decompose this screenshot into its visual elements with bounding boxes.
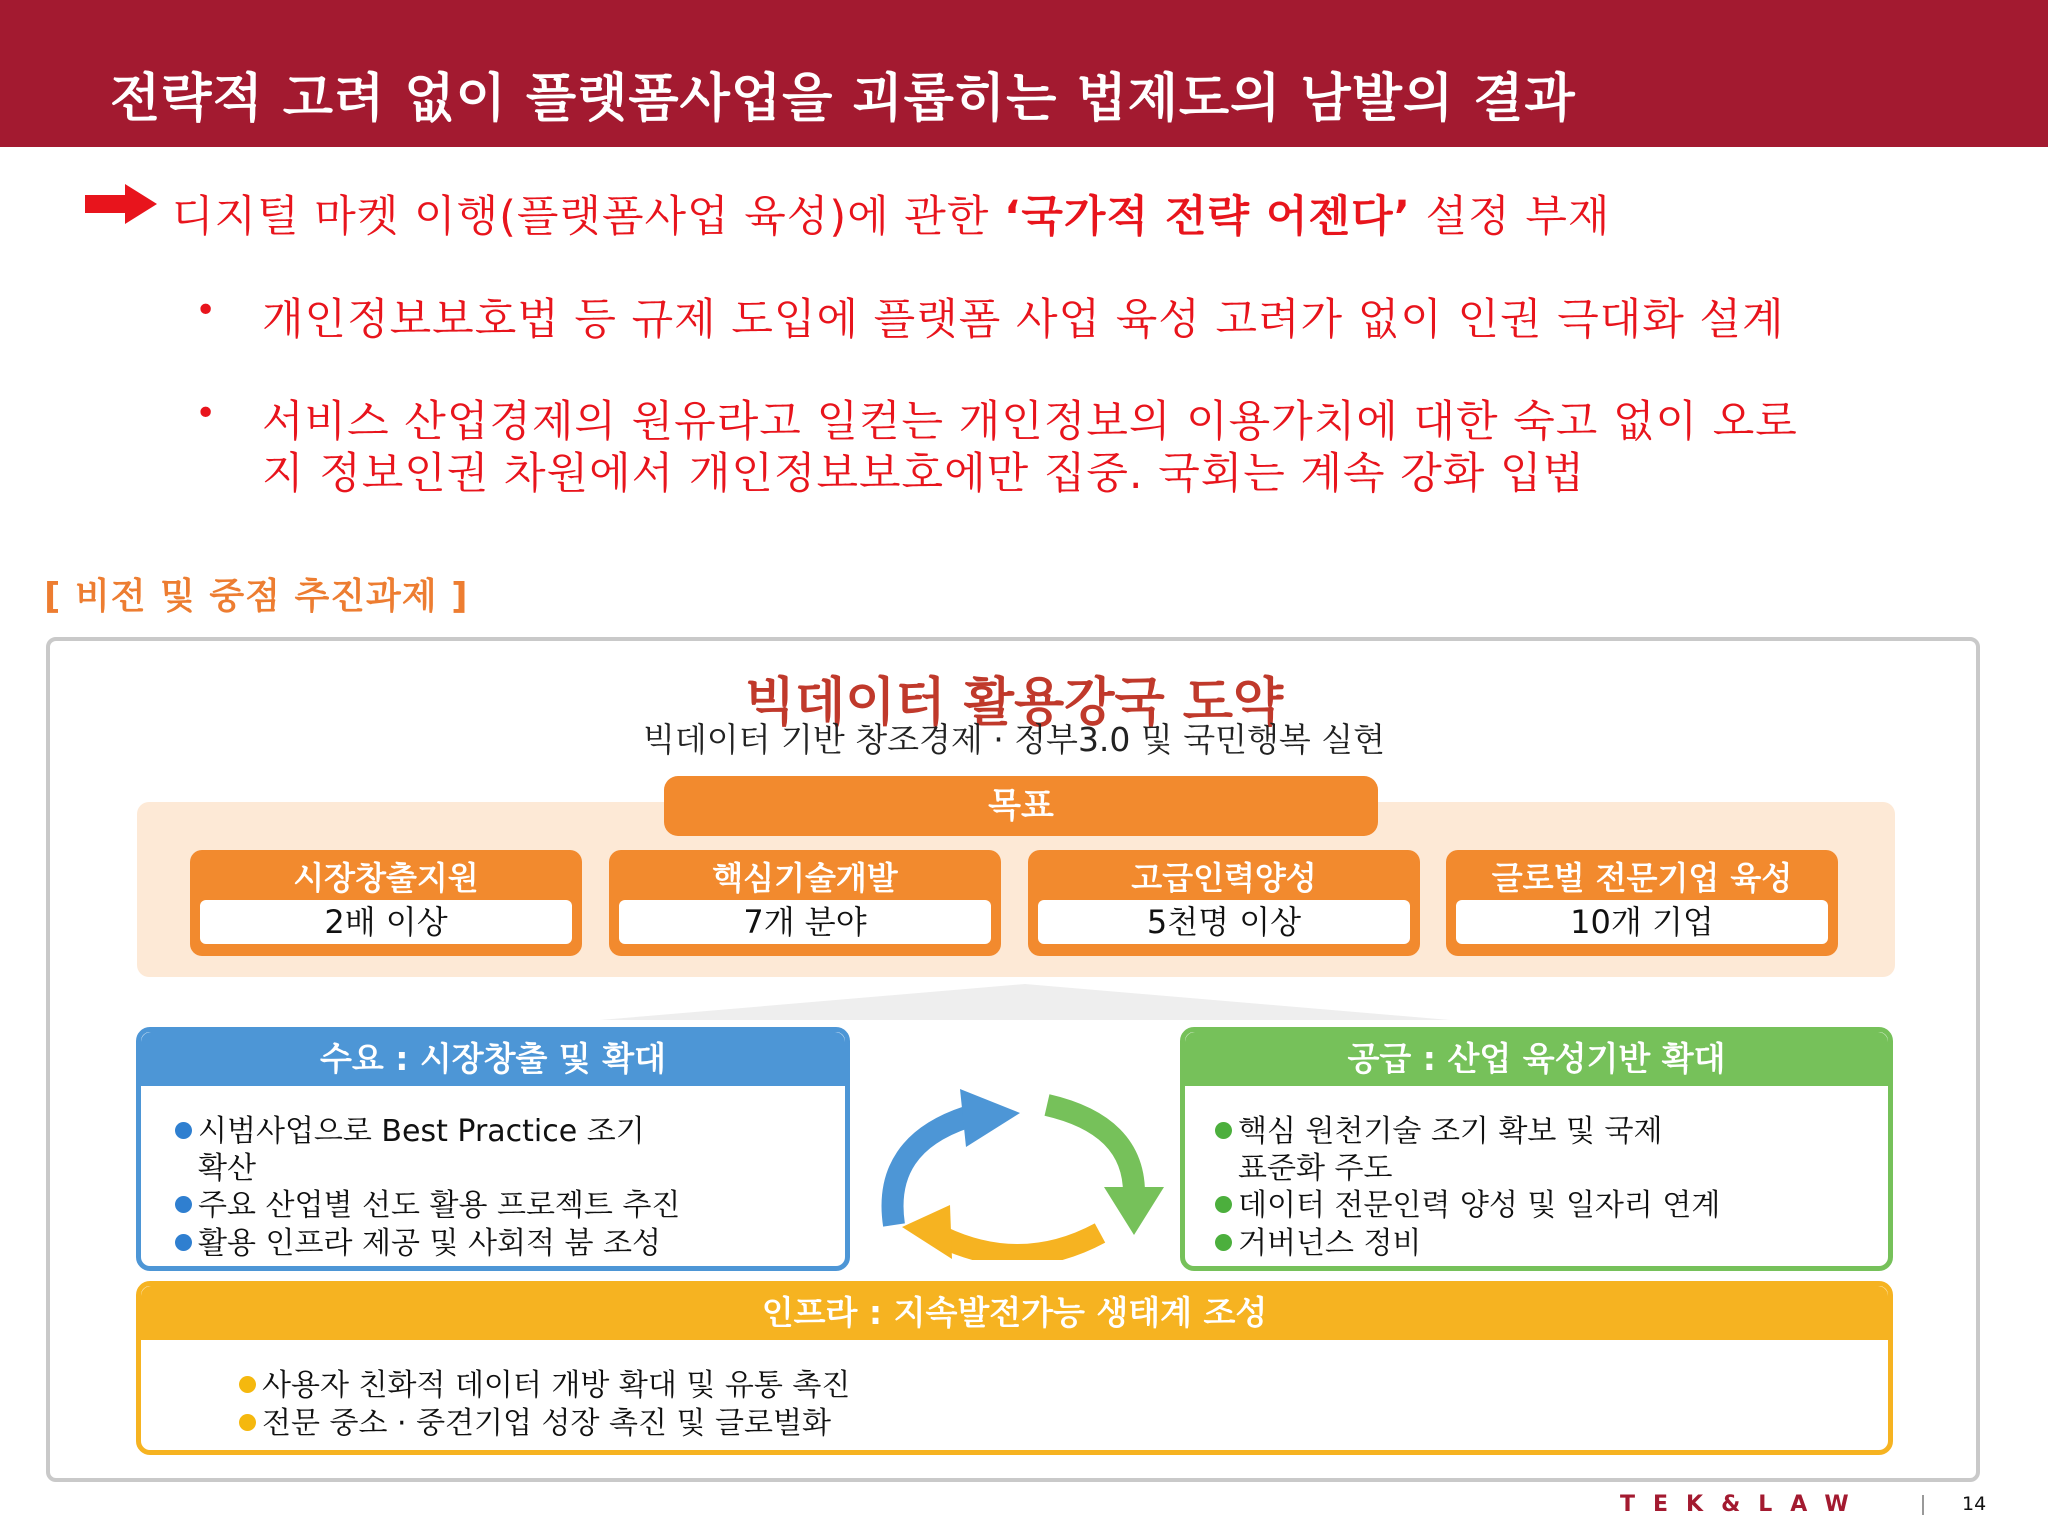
bullet-text: 서비스 산업경제의 원유라고 일컫는 개인정보의 이용가치에 대한 숙고 없이 오로: [262, 397, 1798, 447]
supply-item-text: 거버넌스 정비: [1238, 1226, 1422, 1261]
demand-item-continued: 확산: [198, 1151, 256, 1186]
goal-name: 고급인력양성: [1131, 859, 1317, 897]
goal-name: 시장창출지원: [293, 859, 479, 897]
supply-item-continued: 표준화 주도: [1238, 1151, 1393, 1186]
goal-card: [1028, 850, 1420, 956]
main-point: [172, 183, 1610, 244]
vision-title: 빅데이터 활용강국 도약: [744, 673, 1284, 733]
section-label: [ 비전 및 중점 추진과제 ]: [44, 576, 469, 617]
bullet-dot-icon: [175, 1122, 192, 1139]
footer-logo: TEK&LAW: [1620, 1492, 1867, 1517]
infra-item-text: 사용자 친화적 데이터 개방 확대 및 유통 촉진: [262, 1368, 851, 1403]
goal-value: 2배 이상: [200, 900, 572, 944]
cycle-arrows-icon: [872, 1075, 1167, 1260]
goal-header: 목표: [664, 776, 1378, 836]
bullet-dot-icon: [1215, 1234, 1232, 1251]
goal-value: 10개 기업: [1456, 900, 1828, 944]
page-number: 14: [1962, 1493, 1987, 1515]
supply-item-text: 데이터 전문인력 양성 및 일자리 연계: [1238, 1188, 1721, 1223]
bullet-dot-icon: [239, 1376, 256, 1393]
demand-panel-title: 수요 : 시장창출 및 확대: [141, 1032, 845, 1086]
vision-subtitle: 빅데이터 기반 창조경제 · 정부3.0 및 국민행복 실현: [642, 720, 1386, 759]
goal-value: 5천명 이상: [1038, 900, 1410, 944]
bullet-dot-icon: [175, 1196, 192, 1213]
goal-card: [1446, 850, 1838, 956]
supply-item: [1215, 1218, 1421, 1262]
goal-card: [190, 850, 582, 956]
bullet-dot: •: [195, 393, 217, 434]
slide-title: 전략적 고려 없이 플랫폼사업을 괴롭히는 법제도의 남발의 결과: [110, 69, 1576, 129]
infra-panel-title: 인프라 : 지속발전가능 생태계 조성: [141, 1286, 1888, 1340]
goal-name: 핵심기술개발: [712, 859, 898, 897]
goal-value: 7개 분야: [619, 900, 991, 944]
demand-item: [175, 1218, 661, 1262]
demand-item-text: 활용 인프라 제공 및 사회적 붐 조성: [198, 1226, 661, 1261]
main-point-prefix: 디지털 마켓 이행(플랫폼사업 육성)에 관한: [172, 192, 1005, 242]
main-point-suffix: 설정 부재: [1410, 192, 1611, 242]
supply-item-text: 핵심 원천기술 조기 확보 및 국제: [1238, 1114, 1663, 1149]
infra-item: [239, 1398, 831, 1442]
demand-item-text: 주요 산업별 선도 활용 프로젝트 추진: [198, 1188, 681, 1223]
bullet-dot-icon: [1215, 1122, 1232, 1139]
goal-connector-shade: [600, 982, 1450, 1022]
demand-panel: [136, 1027, 850, 1271]
right-arrow-icon: [85, 184, 157, 224]
bullet-dot-icon: [175, 1234, 192, 1251]
bullet-dot-icon: [239, 1414, 256, 1431]
bullet-text: 개인정보보호법 등 규제 도입에 플랫폼 사업 육성 고려가 없이 인권 극대화 설계: [262, 295, 1785, 345]
goal-card: [609, 850, 1001, 956]
supply-panel-title: 공급 : 산업 육성기반 확대: [1185, 1032, 1888, 1086]
bullet-dot: •: [195, 290, 217, 331]
main-point-emphasis: ‘국가적 전략 어젠다’: [1004, 192, 1411, 242]
demand-item-text: 시범사업으로 Best Practice 조기: [198, 1114, 645, 1149]
infra-item-text: 전문 중소 · 중견기업 성장 촉진 및 글로벌화: [262, 1406, 831, 1441]
bullet-text-continued: 지 정보인권 차원에서 개인정보보호에만 집중. 국회는 계속 강화 입법: [262, 449, 1586, 499]
bullet-dot-icon: [1215, 1196, 1232, 1213]
infra-panel: [136, 1281, 1893, 1455]
footer-divider: [1922, 1495, 1924, 1515]
supply-panel: [1180, 1027, 1893, 1271]
goal-name: 글로벌 전문기업 육성: [1491, 859, 1793, 897]
